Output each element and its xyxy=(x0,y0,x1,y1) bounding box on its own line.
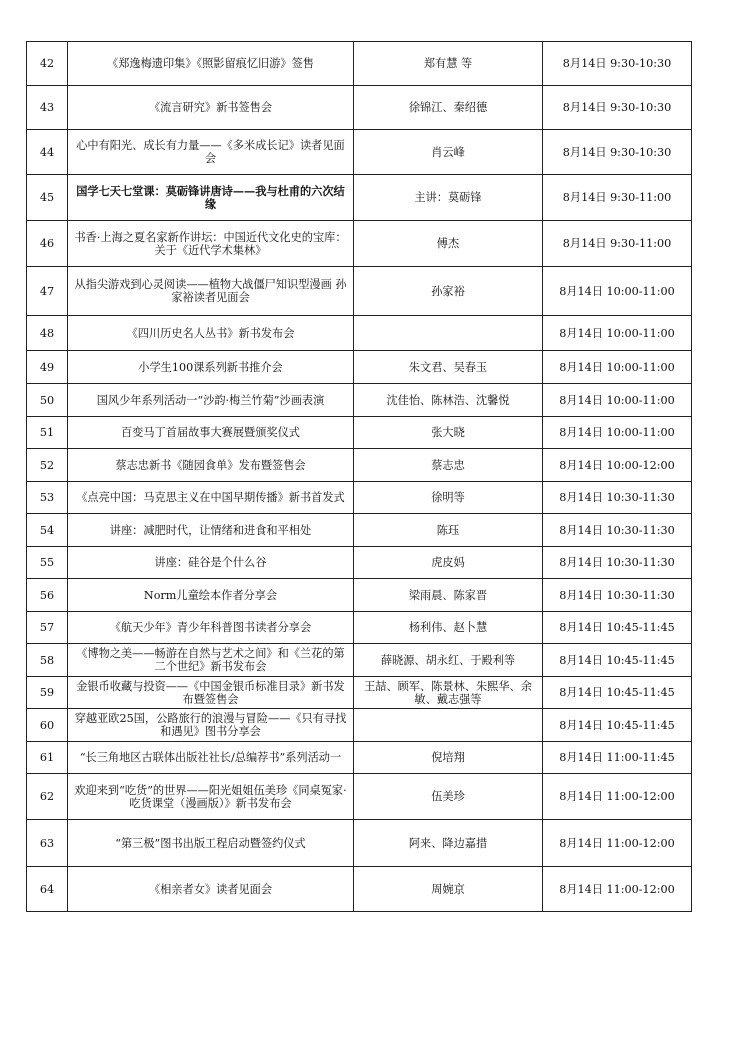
row-number: 52 xyxy=(27,449,68,482)
row-number: 50 xyxy=(27,384,68,417)
row-number: 56 xyxy=(27,579,68,612)
event-time: 8月14日 11:00-12:00 xyxy=(543,820,692,867)
row-number: 55 xyxy=(27,547,68,579)
row-number: 60 xyxy=(27,709,68,742)
event-host: 郑有慧 等 xyxy=(354,42,543,86)
event-host: 杨利伟、赵卜慧 xyxy=(354,612,543,644)
table-row xyxy=(27,579,692,612)
row-number: 43 xyxy=(27,86,68,130)
event-host: 倪培翔 xyxy=(354,742,543,774)
event-time: 8月14日 10:30-11:30 xyxy=(543,514,692,547)
event-time: 8月14日 10:00-12:00 xyxy=(543,449,692,482)
row-number: 58 xyxy=(27,644,68,677)
event-time: 8月14日 10:45-11:45 xyxy=(543,612,692,644)
event-time: 8月14日 9:30-11:00 xyxy=(543,221,692,267)
event-time: 8月14日 10:00-11:00 xyxy=(543,417,692,449)
event-title: 从指尖游戏到心灵阅读——植物大战僵尸知识型漫画 孙家裕读者见面会 xyxy=(68,267,354,316)
event-time: 8月14日 10:45-11:45 xyxy=(543,644,692,677)
event-title: 穿越亚欧25国，公路旅行的浪漫与冒险——《只有寻找和遇见》图书分享会 xyxy=(68,709,354,742)
event-title: 讲座：减肥时代，让情绪和进食和平相处 xyxy=(68,514,354,547)
row-number: 61 xyxy=(27,742,68,774)
event-time: 8月14日 10:00-11:00 xyxy=(543,316,692,351)
row-number: 46 xyxy=(27,221,68,267)
event-time: 8月14日 10:45-11:45 xyxy=(543,709,692,742)
table-row xyxy=(27,42,692,86)
event-host: 陈珏 xyxy=(354,514,543,547)
event-time: 8月14日 10:45-11:45 xyxy=(543,677,692,709)
table-row xyxy=(27,417,692,449)
table-row xyxy=(27,316,692,351)
event-time: 8月14日 9:30-10:30 xyxy=(543,42,692,86)
event-title: “第三极”图书出版工程启动暨签约仪式 xyxy=(68,820,354,867)
event-time: 8月14日 10:00-11:00 xyxy=(543,384,692,417)
event-time: 8月14日 11:00-12:00 xyxy=(543,867,692,912)
event-host: 主讲：莫砺锋 xyxy=(354,175,543,221)
event-time: 8月14日 10:00-11:00 xyxy=(543,351,692,384)
event-title: 《博物之美——畅游在自然与艺术之间》和《兰花的第二个世纪》新书发布会 xyxy=(68,644,354,677)
table-row xyxy=(27,774,692,820)
table-row xyxy=(27,709,692,742)
event-host: 徐锦江、秦绍德 xyxy=(354,86,543,130)
table-row xyxy=(27,867,692,912)
event-title: 书香·上海之夏名家新作讲坛：中国近代文化史的宝库：关于《近代学术集林》 xyxy=(68,221,354,267)
event-host: 傅杰 xyxy=(354,221,543,267)
event-title: 《四川历史名人丛书》新书发布会 xyxy=(68,316,354,351)
table-row xyxy=(27,677,692,709)
event-time: 8月14日 10:30-11:30 xyxy=(543,482,692,514)
event-time: 8月14日 10:30-11:30 xyxy=(543,579,692,612)
row-number: 59 xyxy=(27,677,68,709)
event-time: 8月14日 10:00-11:00 xyxy=(543,267,692,316)
event-host: 张大晓 xyxy=(354,417,543,449)
table-row xyxy=(27,742,692,774)
event-time: 8月14日 10:30-11:30 xyxy=(543,547,692,579)
event-time: 8月14日 9:30-10:30 xyxy=(543,130,692,175)
event-title: “长三角地区古联体出版社社长/总编荐书”系列活动一 xyxy=(68,742,354,774)
event-schedule-table xyxy=(26,41,692,912)
event-host xyxy=(354,709,543,742)
event-host: 薛晓源、胡永红、于殿利等 xyxy=(354,644,543,677)
table-row xyxy=(27,514,692,547)
table-row xyxy=(27,351,692,384)
event-time: 8月14日 11:00-12:00 xyxy=(543,774,692,820)
row-number: 49 xyxy=(27,351,68,384)
event-title: 欢迎来到“吃货”的世界——阳光姐姐伍美珍《同桌冤家·吃货课堂（漫画版）》新书发布会 xyxy=(68,774,354,820)
event-title: 《流言研究》新书签售会 xyxy=(68,86,354,130)
table-row xyxy=(27,482,692,514)
event-title: 《相亲者女》读者见面会 xyxy=(68,867,354,912)
event-host: 徐明等 xyxy=(354,482,543,514)
event-time: 8月14日 9:30-10:30 xyxy=(543,86,692,130)
table-row xyxy=(27,130,692,175)
row-number: 48 xyxy=(27,316,68,351)
event-time: 8月14日 9:30-11:00 xyxy=(543,175,692,221)
event-host: 朱文君、吴春玉 xyxy=(354,351,543,384)
table-row xyxy=(27,384,692,417)
row-number: 44 xyxy=(27,130,68,175)
table-row xyxy=(27,612,692,644)
event-host: 阿来、降边嘉措 xyxy=(354,820,543,867)
event-schedule-body xyxy=(27,42,692,912)
row-number: 57 xyxy=(27,612,68,644)
row-number: 54 xyxy=(27,514,68,547)
table-row xyxy=(27,267,692,316)
row-number: 53 xyxy=(27,482,68,514)
event-title: 国风少年系列活动一“沙韵·梅兰竹菊”沙画表演 xyxy=(68,384,354,417)
event-title: 心中有阳光、成长有力量——《多米成长记》读者见面会 xyxy=(68,130,354,175)
row-number: 47 xyxy=(27,267,68,316)
row-number: 64 xyxy=(27,867,68,912)
event-host: 孙家裕 xyxy=(354,267,543,316)
event-title: Norm儿童绘本作者分享会 xyxy=(68,579,354,612)
table-row xyxy=(27,449,692,482)
event-title: 《点亮中国：马克思主义在中国早期传播》新书首发式 xyxy=(68,482,354,514)
event-title: 百变马丁首届故事大赛展暨颁奖仪式 xyxy=(68,417,354,449)
row-number: 62 xyxy=(27,774,68,820)
event-title: 《航天少年》青少年科普图书读者分享会 xyxy=(68,612,354,644)
table-row xyxy=(27,86,692,130)
event-title: 国学七天七堂课：莫砺锋讲唐诗——我与杜甫的六次结缘 xyxy=(68,175,354,221)
event-host: 梁雨晨、陈家晋 xyxy=(354,579,543,612)
table-row xyxy=(27,644,692,677)
event-host: 蔡志忠 xyxy=(354,449,543,482)
event-host: 王喆、顾军、陈景林、朱熙华、余敏、戴志强等 xyxy=(354,677,543,709)
table-row xyxy=(27,547,692,579)
event-title: 蔡志忠新书《随园食单》发布暨签售会 xyxy=(68,449,354,482)
row-number: 45 xyxy=(27,175,68,221)
table-row xyxy=(27,820,692,867)
row-number: 42 xyxy=(27,42,68,86)
table-row xyxy=(27,221,692,267)
event-title: 金银币收藏与投资——《中国金银币标准目录》新书发布暨签售会 xyxy=(68,677,354,709)
table-row xyxy=(27,175,692,221)
event-title: 讲座：硅谷是个什么谷 xyxy=(68,547,354,579)
row-number: 63 xyxy=(27,820,68,867)
event-time: 8月14日 11:00-11:45 xyxy=(543,742,692,774)
event-title: 《郑逸梅遗印集》《照影留痕忆旧游》签售 xyxy=(68,42,354,86)
event-host: 周婉京 xyxy=(354,867,543,912)
row-number: 51 xyxy=(27,417,68,449)
event-title: 小学生100课系列新书推介会 xyxy=(68,351,354,384)
event-host xyxy=(354,316,543,351)
event-host: 沈佳怡、陈林浩、沈馨悦 xyxy=(354,384,543,417)
event-host: 肖云峰 xyxy=(354,130,543,175)
event-host: 伍美珍 xyxy=(354,774,543,820)
event-host: 虎皮妈 xyxy=(354,547,543,579)
